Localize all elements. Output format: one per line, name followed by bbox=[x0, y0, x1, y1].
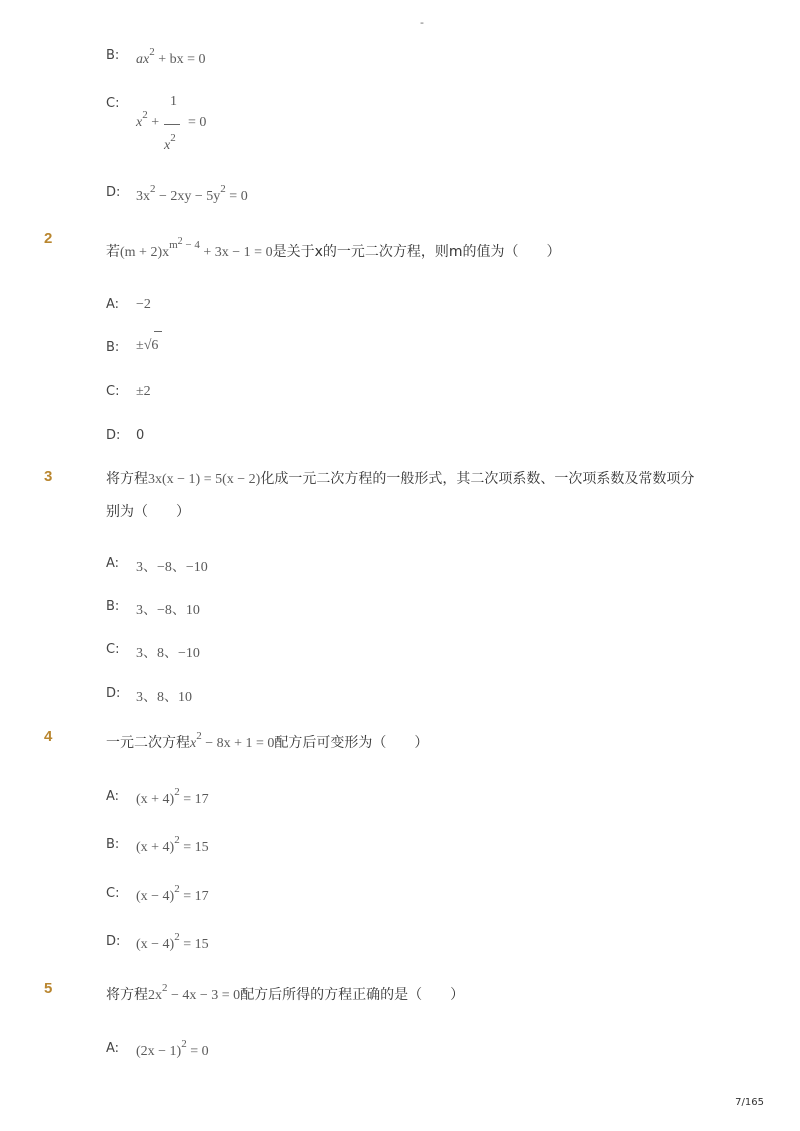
q2-option-b-label: B: bbox=[106, 340, 120, 355]
question-number-2: 2 bbox=[44, 230, 53, 247]
q3-option-a-label: A: bbox=[106, 556, 120, 571]
question-4-text: 一元二次方程$x^2 - 8x + 1 = 0$配方后可变形为（ ） bbox=[106, 730, 429, 751]
q1-option-d-label: D: bbox=[106, 185, 121, 200]
q3-option-a-value: 3、−8、−10 bbox=[136, 560, 208, 575]
q4-option-b-expression: $(x + 4)^2 = 15$ bbox=[136, 834, 209, 855]
q4-option-d-expression: $(x - 4)^2 = 15$ bbox=[136, 931, 209, 952]
q3-option-d-label: D: bbox=[106, 686, 121, 701]
q2-option-d-value: 0 bbox=[136, 428, 145, 443]
q2-option-d-label: D: bbox=[106, 428, 121, 443]
question-3-text: 将方程3x(x − 1) = 5(x − 2)化成一元二次方程的一般形式，其二次项系数、一次项系数及常数项分 bbox=[106, 471, 695, 487]
question-2-text: 若$(m + 2)x^{m2 - 4} + 3x - 1 = 0$是关于x的一元二次方程，则m的值为（ ） bbox=[106, 236, 561, 260]
question-5-text: 将方程$2x^2 - 4x - 3 = 0$配方后所得的方程正确的是（ ） bbox=[106, 982, 465, 1003]
q3-option-b-value: 3、−8、10 bbox=[136, 603, 200, 618]
q1-option-b-label: B: bbox=[106, 48, 120, 63]
page-number: 7/165 bbox=[735, 1097, 764, 1108]
q4-option-a-expression: $(x + 4)^2 = 17$ bbox=[136, 786, 209, 807]
q4-option-a-label: A: bbox=[106, 789, 120, 804]
sqrt-icon: √ bbox=[143, 338, 152, 353]
q3-option-c-value: 3、8、−10 bbox=[136, 646, 200, 661]
q4-option-d-label: D: bbox=[106, 934, 121, 949]
question-3-text-line2: 别为（ ） bbox=[106, 504, 190, 520]
q4-option-b-label: B: bbox=[106, 837, 120, 852]
top-mark: - bbox=[420, 16, 424, 29]
fraction-bar bbox=[164, 124, 180, 125]
q2-option-a-value: −2 bbox=[136, 297, 151, 312]
q4-option-c-expression: $(x - 4)^2 = 17$ bbox=[136, 883, 209, 904]
q3-option-c-label: C: bbox=[106, 642, 120, 657]
radical-bar bbox=[154, 331, 162, 332]
q1-option-c-label: C: bbox=[106, 96, 120, 111]
q2-option-c-label: C: bbox=[106, 384, 120, 399]
q1-option-c-expression: 1 $x^2$ + = 0 $x^2$ bbox=[136, 94, 207, 153]
q3-option-d-value: 3、8、10 bbox=[136, 690, 192, 705]
q2-option-b-expression: ±√6 bbox=[136, 338, 159, 353]
q2-option-c-value: ±2 bbox=[136, 384, 151, 399]
question-number-5: 5 bbox=[44, 980, 53, 997]
q1-option-d-expression: $3x^2 - 2xy - 5y^2 = 0$ bbox=[136, 183, 248, 204]
question-number-4: 4 bbox=[44, 728, 53, 745]
q4-option-c-label: C: bbox=[106, 886, 120, 901]
q3-option-b-label: B: bbox=[106, 599, 120, 614]
q5-option-a-label: A: bbox=[106, 1041, 120, 1056]
question-number-3: 3 bbox=[44, 468, 53, 485]
q2-option-a-label: A: bbox=[106, 297, 120, 312]
q5-option-a-expression: $(2x - 1)^2 = 0$ bbox=[136, 1038, 209, 1059]
q1-option-b-expression: $ax^2$ + bx = 0 bbox=[136, 46, 206, 67]
